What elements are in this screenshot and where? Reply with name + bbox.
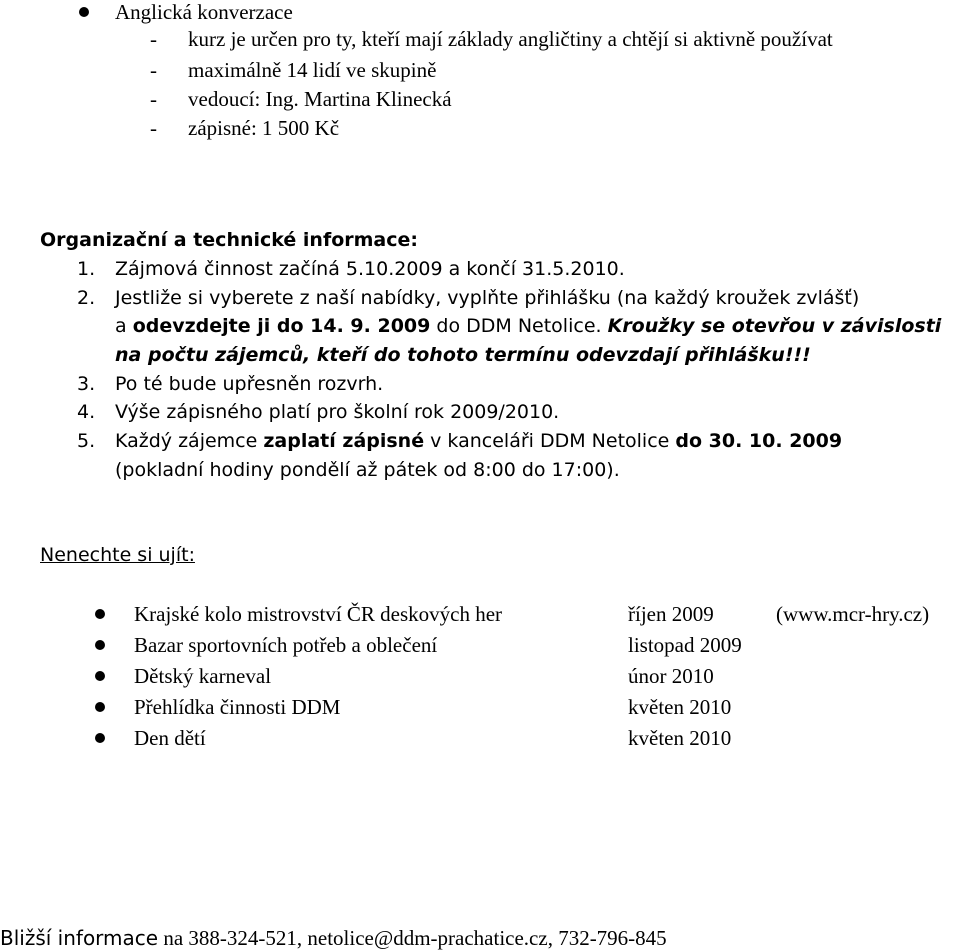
info-item-5-line1 <box>115 432 842 451</box>
note-italic: na počtu zájemců, kteří do tohoto termínu odevzdají přihlášku!!! <box>115 344 811 366</box>
bullet-icon <box>95 702 105 712</box>
payment-deadline-bold: do 30. 10. 2009 <box>675 430 843 452</box>
bullet-icon <box>95 640 105 650</box>
bullet-icon <box>95 609 105 619</box>
info-item-2-line2 <box>115 317 941 336</box>
text-fragment: a <box>115 315 133 337</box>
info-item-2-line1: Jestliže si vyberete z naší nabídky, vyplňte přihlášku (na každý kroužek zvlášť) <box>115 287 860 309</box>
event-date: říjen 2009 <box>628 602 714 626</box>
info-item-1: Zájmová činnost začíná 5.10.2009 a končí 31.5.2010. <box>115 258 625 280</box>
list-number: 3. <box>77 373 96 395</box>
footer-text: na 388-324-521, netolice@ddm-prachatice.cz, 732-796-845 <box>158 926 667 950</box>
course-item: kurz je určen pro ty, kteří mají základy angličtiny a chtějí si aktivně používat <box>188 27 833 51</box>
info-heading: Organizační a technické informace: <box>40 229 418 251</box>
event-date: květen 2010 <box>628 695 732 719</box>
course-item: zápisné: 1 500 Kč <box>188 116 340 140</box>
event-name: Den dětí <box>134 726 206 750</box>
list-number: 1. <box>77 258 96 280</box>
course-title: Anglická konverzace <box>115 0 293 24</box>
dash-icon: - <box>150 58 157 82</box>
event-name: Přehlídka činnosti DDM <box>134 695 341 719</box>
deadline-bold: odevzdejte ji do 14. 9. 2009 <box>132 315 431 337</box>
text-fragment: Každý zájemce <box>115 430 264 452</box>
course-item: maximálně 14 lidí ve skupině <box>188 58 437 82</box>
list-number: 5. <box>77 430 96 452</box>
info-item-3: Po té bude upřesněn rozvrh. <box>115 373 384 395</box>
footer-label: Bližší informace <box>0 926 159 950</box>
event-name: Krajské kolo mistrovství ČR deskových her <box>134 602 503 626</box>
event-name: Dětský karneval <box>134 664 272 688</box>
text-fragment: v kanceláři DDM Netolice <box>424 430 676 452</box>
course-item: vedoucí: Ing. Martina Klinecká <box>188 87 452 111</box>
info-item-5-line2: (pokladní hodiny pondělí až pátek od 8:00 do 17:00). <box>115 459 620 481</box>
dash-icon: - <box>150 116 157 140</box>
list-number: 4. <box>77 401 96 423</box>
event-note: (www.mcr-hry.cz) <box>776 602 930 626</box>
info-item-4: Výše zápisného platí pro školní rok 2009/2010. <box>115 401 560 423</box>
list-number: 2. <box>77 287 96 309</box>
info-item-2-line3 <box>115 346 811 365</box>
event-date: květen 2010 <box>628 726 732 750</box>
events-heading: Nenechte si ujít: <box>40 544 195 566</box>
bullet-icon <box>95 733 105 743</box>
footer-contact <box>0 928 667 949</box>
payment-bold: zaplatí zápisné <box>263 430 425 452</box>
note-italic: Kroužky se otevřou v závislosti <box>607 315 942 337</box>
dash-icon: - <box>150 87 157 111</box>
dash-icon: - <box>150 27 157 51</box>
bullet-icon <box>79 7 89 17</box>
bullet-icon <box>95 671 105 681</box>
event-name: Bazar sportovních potřeb a oblečení <box>134 633 438 657</box>
text-fragment: do DDM Netolice. <box>430 315 608 337</box>
event-date: listopad 2009 <box>628 633 742 657</box>
event-date: únor 2010 <box>628 664 714 688</box>
